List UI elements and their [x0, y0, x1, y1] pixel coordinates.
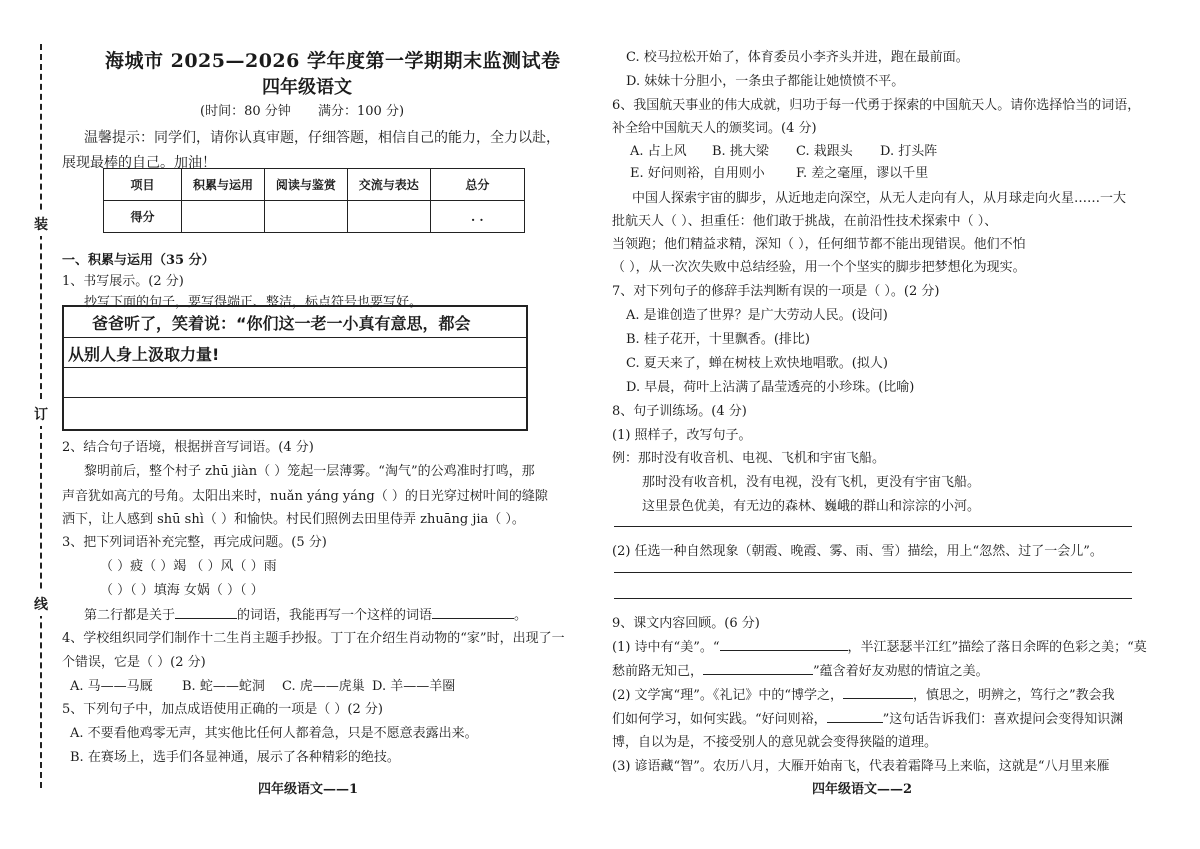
q4-option-c[interactable]: C. 虎——虎巢	[282, 679, 365, 694]
score-header-accumulation: 积累与运用	[182, 169, 265, 201]
q9-1-blank-2[interactable]	[703, 674, 813, 675]
q9-3-line-1: (3) 谚语藏“智”。农历八月，大雁开始南飞，代表着霜降马上来临，这就是“八月里来雁	[612, 759, 1110, 774]
q6-paragraph-4: （ ），从一次次失败中总结经验，用一个个坚实的脚步把梦想化为现实。	[612, 260, 1026, 275]
q7-title: 7、对下列句子的修辞手法判断有误的一项是（ ）。(2 分)	[612, 284, 940, 299]
q4-option-d[interactable]: D. 羊——羊圈	[372, 679, 456, 694]
q9-1-text-b: ，半江瑟瑟半江红”描绘了落日余晖的色彩之美；“莫	[847, 640, 1147, 655]
q6-paragraph-3: 当领跑；他们精益求精，深知（ ），任何细节都不能出现错误。他们不怕	[612, 237, 1026, 252]
q9-1-line-1	[612, 636, 1147, 655]
score-header-reading: 阅读与鉴赏	[264, 169, 347, 201]
q2-line-1: 黎明前后，整个村子 zhū jiàn（ ）笼起一层薄雾。“淘气”的公鸡准时打鸣，那	[84, 464, 535, 479]
score-cell-reading[interactable]	[264, 201, 347, 233]
q6-option-e[interactable]: E. 好问则裕，自用则小	[630, 166, 765, 181]
q2-line-2: 声音犹如高亢的号角。太阳出来时，nuǎn yáng yáng（ ）的日光穿过树叶间的缝隙	[62, 489, 548, 504]
q6-option-f[interactable]: F. 差之毫厘，谬以千里	[796, 166, 929, 181]
q9-2-line-2	[612, 708, 1123, 727]
q3-text-c: 。	[514, 608, 528, 623]
q3-text-b: 的词语，我能再写一个这样的词语	[237, 608, 433, 623]
q2-title: 2、结合句子语境，根据拼音写词语。(4 分)	[62, 440, 314, 455]
q3-row-1: （ ）疲（ ）竭 （ ）风（ ）雨	[100, 559, 277, 574]
q9-1-line-2	[612, 660, 989, 679]
q3-text-a: 第二行都是关于	[84, 608, 176, 623]
q9-2-line-1	[612, 684, 1115, 703]
q9-2-text-c: 们如何学习，如何实践。“好问则裕，	[612, 712, 827, 727]
q8-example-answer: 那时没有收音机，没有电视，没有飞机，更没有宇宙飞船。	[642, 475, 981, 490]
q4-option-a[interactable]: A. 马——马厩	[70, 679, 153, 694]
score-table	[103, 168, 525, 233]
q5-option-c[interactable]: C. 校马拉松开始了，体育委员小李齐头并进，跑在最前面。	[626, 50, 969, 65]
score-header-item: 项目	[104, 169, 182, 201]
q3-blank-1[interactable]	[175, 618, 237, 619]
copy-line	[64, 337, 526, 338]
q1-title: 1、书写展示。(2 分)	[62, 274, 184, 289]
q9-1-text-a: (1) 诗中有“美”。“	[612, 640, 720, 655]
q3-row-2: （ ）（ ）填海 女娲（ ）（ ）	[100, 583, 264, 598]
q4-option-b[interactable]: B. 蛇——蛇洞	[182, 679, 265, 694]
q9-2-text-d: ”这句话告诉我们：喜欢提问会变得知识渊	[882, 712, 1124, 727]
page-footer-1: 四年级语文——1	[258, 782, 359, 797]
q6-option-d[interactable]: D. 打头阵	[880, 144, 938, 159]
q6-option-b[interactable]: B. 挑大梁	[712, 144, 769, 159]
q5-title: 5、下列句子中，加点成语使用正确的一项是（ ）(2 分)	[62, 702, 383, 717]
q7-option-a[interactable]: A. 是谁创造了世界？是广大劳动人民。(设问)	[626, 308, 888, 323]
q3-blank-2[interactable]	[432, 618, 514, 619]
q9-2-text-a: (2) 文学寓“理”。《礼记》中的“博学之，	[612, 688, 843, 703]
q7-option-d[interactable]: D. 早晨，荷叶上沾满了晶莹透亮的小珍珠。(比喻)	[626, 380, 915, 395]
score-header-expression: 交流与表达	[347, 169, 430, 201]
q1-instructions: 抄写下面的句子，要写得端正、整洁，标点符号也要写好。	[84, 295, 423, 310]
q9-2-text-b: ，慎思之，明辨之，笃行之”教会我	[913, 688, 1115, 703]
exam-score: 满分：100 分)	[318, 104, 405, 119]
copy-sentence-2: 从别人身上汲取力量!	[68, 345, 220, 364]
q5-option-b[interactable]: B. 在赛场上，选手们各显神通，展示了各种精彩的绝技。	[70, 750, 400, 765]
q8-sentence: 这里景色优美，有无边的森林、巍峨的群山和淙淙的小河。	[642, 499, 981, 514]
score-header-total: 总分	[430, 169, 524, 201]
q5-option-d[interactable]: D. 妹妹十分胆小，一条虫子都能让她愤愤不平。	[626, 74, 905, 89]
q9-2-blank-2[interactable]	[827, 722, 883, 723]
q8-part-2: (2) 任选一种自然现象（朝霞、晚霞、雾、雨、雪）描绘，用上“忽然、过了一会儿”。	[612, 544, 1103, 559]
tip-line-1: 温馨提示：同学们，请你认真审题，仔细答题，相信自己的能力，全力以赴，	[84, 130, 560, 146]
copy-line	[64, 397, 526, 398]
score-cell-expression[interactable]	[347, 201, 430, 233]
q9-1-text-d: ”蕴含着好友劝慰的情谊之美。	[813, 664, 989, 679]
binding-mark-xian: 线	[34, 592, 48, 616]
q9-1-blank-1[interactable]	[720, 650, 848, 651]
q7-option-c[interactable]: C. 夏天来了，蝉在树枝上欢快地唱歌。(拟人)	[626, 356, 888, 371]
q8-answer-line-1[interactable]	[614, 526, 1132, 527]
binding-mark-ding: 订	[34, 402, 48, 426]
score-cell-accumulation[interactable]	[182, 201, 265, 233]
q9-title: 9、课文内容回顾。(6 分)	[612, 616, 760, 631]
binding-mark-zhuang: 装	[34, 212, 48, 236]
q8-part-1: (1) 照样子，改写句子。	[612, 428, 752, 443]
score-cell-total[interactable]: . .	[430, 201, 524, 233]
q9-2-blank-1[interactable]	[843, 698, 913, 699]
q8-answer-line-3[interactable]	[614, 598, 1132, 599]
q3-line-3	[84, 604, 527, 623]
q6-option-c[interactable]: C. 栽跟头	[796, 144, 853, 159]
tip-line-2: 展现最棒的自己。加油！	[62, 155, 216, 171]
q2-line-3: 洒下，让人感到 shū shì（ ）和愉快。村民们照例去田里侍弄 zhuāng jia（ ）。	[62, 512, 525, 527]
copy-sentence-1: 爸爸听了，笑着说：“你们这一老一小真有意思，都会	[92, 314, 471, 333]
q4-line-1: 4、学校组织同学们制作十二生肖主题手抄报。丁丁在介绍生肖动物的“家”时，出现了一	[62, 631, 565, 646]
exam-time: (时间：80 分钟	[200, 104, 291, 119]
q6-paragraph-1: 中国人探索宇宙的脚步，从近地走向深空，从无人走向有人，从月球走向火星……一大	[632, 191, 1127, 206]
copy-writing-box[interactable]	[62, 305, 528, 431]
q4-line-2: 个错误，它是（ ）(2 分)	[62, 655, 206, 670]
score-row-label: 得分	[104, 201, 182, 233]
q8-answer-line-2[interactable]	[614, 572, 1132, 573]
exam-title: 海城市 2025—2026 学年度第一学期期末监测试卷	[105, 50, 561, 72]
q6-line-2: 补全给中国航天人的颁奖词。(4 分)	[612, 121, 817, 136]
exam-subtitle: 四年级语文	[262, 77, 352, 98]
q8-example: 例：那时没有收音机、电视、飞机和宇宙飞船。	[612, 451, 886, 466]
q3-title: 3、把下列词语补充完整，再完成问题。(5 分)	[62, 535, 327, 550]
section-1-title: 一、积累与运用（35 分）	[62, 253, 215, 268]
q5-option-a[interactable]: A. 不要看他鸡零无声，其实他比任何人都着急，只是不愿意表露出来。	[70, 726, 478, 741]
q7-option-b[interactable]: B. 桂子花开，十里飘香。(排比)	[626, 332, 810, 347]
q6-line-1: 6、我国航天事业的伟大成就，归功于每一代勇于探索的中国航天人。请你选择恰当的词语，	[612, 98, 1141, 113]
q6-paragraph-2: 批航天人（ ）、担重任：他们敢于挑战，在前沿性技术探索中（ ）、	[612, 214, 998, 229]
page-footer-2: 四年级语文——2	[812, 782, 913, 797]
q9-1-text-c: 愁前路无知己，	[612, 664, 704, 679]
q9-2-line-3: 博，自以为是，不接受别人的意见就会变得狭隘的道理。	[612, 735, 938, 750]
copy-line	[64, 367, 526, 368]
q8-title: 8、句子训练场。(4 分)	[612, 404, 747, 419]
q6-option-a[interactable]: A. 占上风	[630, 144, 687, 159]
